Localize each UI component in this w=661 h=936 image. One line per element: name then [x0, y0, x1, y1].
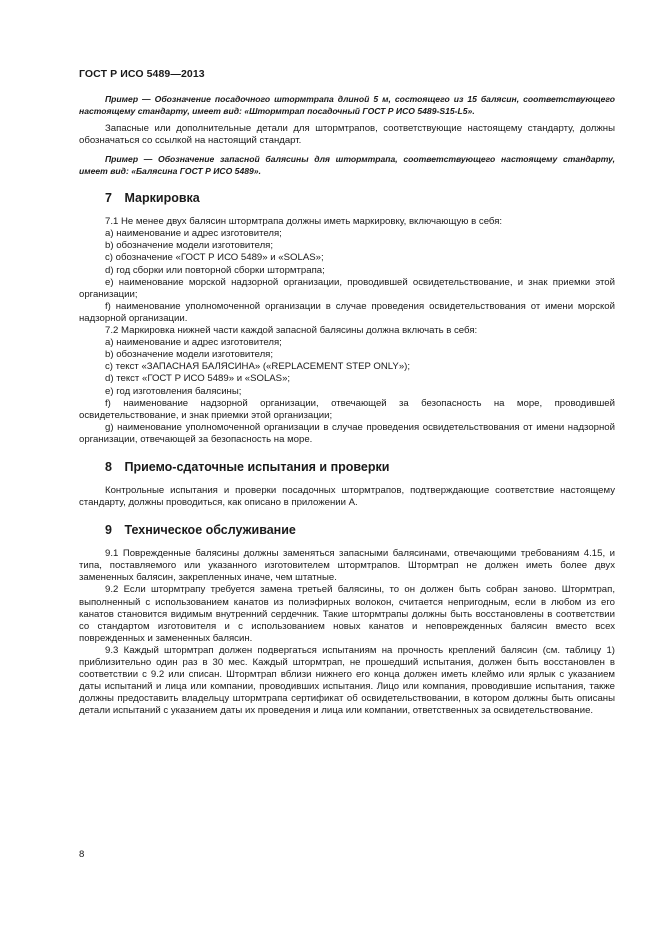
section-7-heading: [79, 190, 615, 206]
document-body: [79, 93, 615, 717]
list-item: c) текст «ЗАПАСНАЯ БАЛЯСИНА» («REPLACEMENT STEP ONLY»);: [105, 361, 411, 373]
section-number: 9: [105, 523, 112, 538]
document-header: ГОСТ Р ИСО 5489—2013: [79, 68, 205, 80]
list-item: c) обозначение «ГОСТ Р ИСО 5489» и «SOLAS»;: [105, 252, 324, 264]
section-number: 7: [105, 191, 112, 206]
example-paragraph: Пример — Обозначение запасной балясины для штормтрапа, соответствующего настоящему стандарту, имеет вид: «Балясина ГОСТ Р ИСО 5489».: [79, 154, 615, 177]
list-item: e) год изготовления балясины;: [105, 385, 242, 397]
clause-9-1: 9.1 Поврежденные балясины должны заменяться запасными балясинами, отвечающими требованиям 4.15, и типа, поставляемого или указанного изготовителем штормтрапов. Штормтрап не должен иметь более двух замененных балясин, закрепленных иначе, чем штатные.: [79, 548, 615, 584]
list-item: d) год сборки или повторной сборки штормтрапа;: [105, 264, 325, 276]
section-title: Техническое обслуживание: [124, 523, 296, 538]
list-item: g) наименование уполномоченной организации в случае проведения освидетельствования от имени надзорной организации, отвечающей за безопасность на море.: [79, 421, 615, 445]
clause-9-3: 9.3 Каждый штормтрап должен подвергаться испытаниям на прочность креплений балясин (см. таблицу 1) приблизительно один раз в 30 мес. Каждый штормтрап, не прошедший испытания, должен быть восстановлен в соответствии с 9.2 или списан. Штормтрап вблизи нижнего его конца должен иметь клеймо или ярлык с указанием даты испытаний и лица или компании, проводивших испытания. Лицо или компания, проводившие испытания, также должны предоставить владельцу штормтрапа сертификат об освидетельствовании, в котором должны быть описаны детали испытаний с указанием даты их проведения и лица или компании, ответственных за освидетельствование.: [79, 644, 615, 717]
body-paragraph: Контрольные испытания и проверки посадочных штормтрапов, подтверждающие соответствие настоящему стандарту, должны проводиться, как описано в приложении А.: [79, 484, 615, 509]
clause-7-1: 7.1 Не менее двух балясин штормтрапа должны иметь маркировку, включающую в себя:: [105, 216, 503, 228]
clause-9-2: 9.2 Если штормтрапу требуется замена третьей балясины, то он должен быть собран заново. Штормтрап, выполненный с использованием канатов из полиэфирных волокон, считается непригодным, если в любом из его канатов становится видимым внутренний сердечник. Такие штормтрапы должны быть восстановлены в соответствии со стандартом изготовителя и с использованием новых канатов и неповрежденных балясин вместо всех поврежденных и замененных балясин.: [79, 584, 615, 644]
list-item: f) наименование уполномоченной организации в случае проведения освидетельствования от имени морской надзорной организации.: [79, 300, 615, 324]
list-item: e) наименование морской надзорной организации, проводившей освидетельствование, и знак приемки этой организации;: [79, 276, 615, 300]
list-item: a) наименование и адрес изготовителя;: [105, 228, 282, 240]
list-item: b) обозначение модели изготовителя;: [105, 240, 274, 252]
clause-7-2: 7.2 Маркировка нижней части каждой запасной балясины должна включать в себя:: [105, 325, 478, 337]
list-item: f) наименование надзорной организации, отвечающей за безопасность на море, проводившей освидетельствование, и знак приемки этой организации;: [79, 397, 615, 421]
section-9-heading: [79, 522, 615, 538]
section-8-heading: [79, 459, 615, 475]
example-paragraph: Пример — Обозначение посадочного штормтрапа длиной 5 м, состоящего из 15 балясин, соответствующего настоящему стандарту, имеет вид: «Штормтрап посадочный ГОСТ Р ИСО 5489-S15-L5».: [79, 94, 615, 116]
list-item: b) обозначение модели изготовителя;: [105, 349, 274, 361]
body-paragraph: Запасные или дополнительные детали для штормтрапов, соответствующие настоящему стандарту, должны обозначаться со ссылкой на настоящий стандарт.: [79, 123, 615, 147]
list-item: d) текст «ГОСТ Р ИСО 5489» и «SOLAS»;: [105, 373, 291, 385]
page-number: 8: [79, 849, 85, 860]
section-title: Приемо-сдаточные испытания и проверки: [124, 459, 390, 474]
section-number: 8: [105, 459, 112, 474]
list-item: a) наименование и адрес изготовителя;: [105, 337, 282, 349]
section-title: Маркировка: [124, 191, 200, 206]
